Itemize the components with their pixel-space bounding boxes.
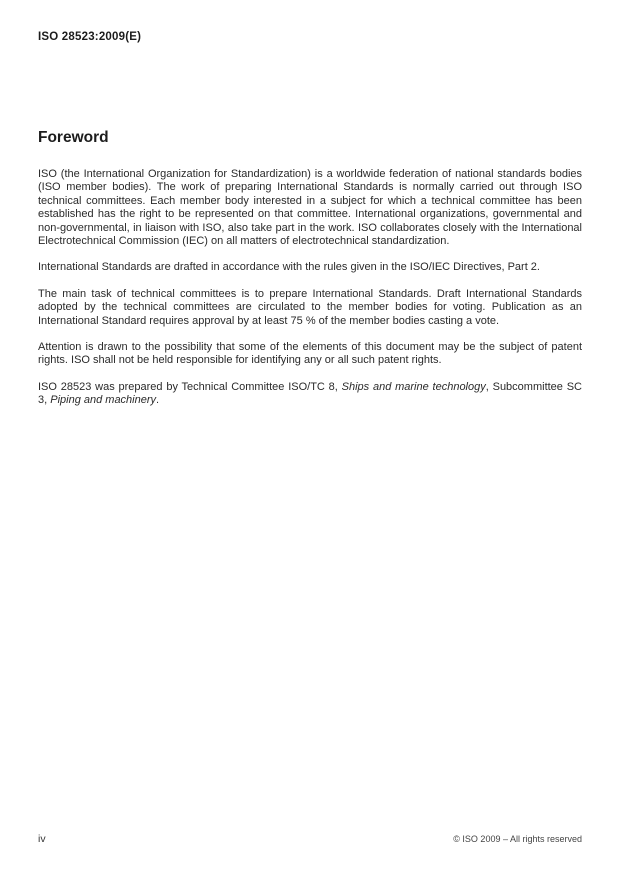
foreword-heading: Foreword <box>38 129 109 146</box>
paragraph <box>38 168 582 248</box>
page-number: iv <box>38 833 46 845</box>
text-run: ISO 28523 was prepared by Technical Committee ISO/TC 8, <box>38 380 342 393</box>
paragraph <box>38 288 582 328</box>
text-run: Attention is drawn to the possibility that some of the elements of this document may be the subject of patent rights. ISO shall not be held responsible for identifying any or all such patent rights. <box>38 341 582 367</box>
paragraph <box>38 341 582 368</box>
paragraph <box>38 381 582 408</box>
text-run: ISO (the International Organization for Standardization) is a worldwide federation of national standards bodies (ISO member bodies). The work of preparing International Standards is normally carried out through ISO technical committees. Each member body interested in a subject for which a technical committee has been established has the right to be represented on that committee. International organizations, governmental and non-governmental, in liaison with ISO, also take part in the work. ISO collaborates closely with the International Electrotechnical Commission (IEC) on all matters of electrotechnical standardization. <box>38 168 582 248</box>
foreword-paragraphs <box>38 168 582 408</box>
page-content <box>38 0 582 421</box>
text-run: International Standards are drafted in accordance with the rules given in the ISO/IEC Directives, Part 2. <box>38 261 540 274</box>
italic-text-run: Ships and marine technology <box>341 380 486 393</box>
text-run: , Subcommittee SC 3, <box>38 380 582 407</box>
text-run: The main task of technical committees is to prepare International Standards. Draft International Standards adopted by the technical committees are circulated to the member bodies for voting. Publication as an International Standard requires approval by at least 75 % of the member bodies casting a vote. <box>38 287 582 327</box>
page-footer <box>38 833 582 845</box>
italic-text-run: Piping and machinery <box>50 394 157 407</box>
text-run: . <box>156 394 160 407</box>
document-id: ISO 28523:2009(E) <box>38 31 142 43</box>
copyright-notice: © ISO 2009 – All rights reserved <box>453 834 582 844</box>
paragraph <box>38 261 582 274</box>
